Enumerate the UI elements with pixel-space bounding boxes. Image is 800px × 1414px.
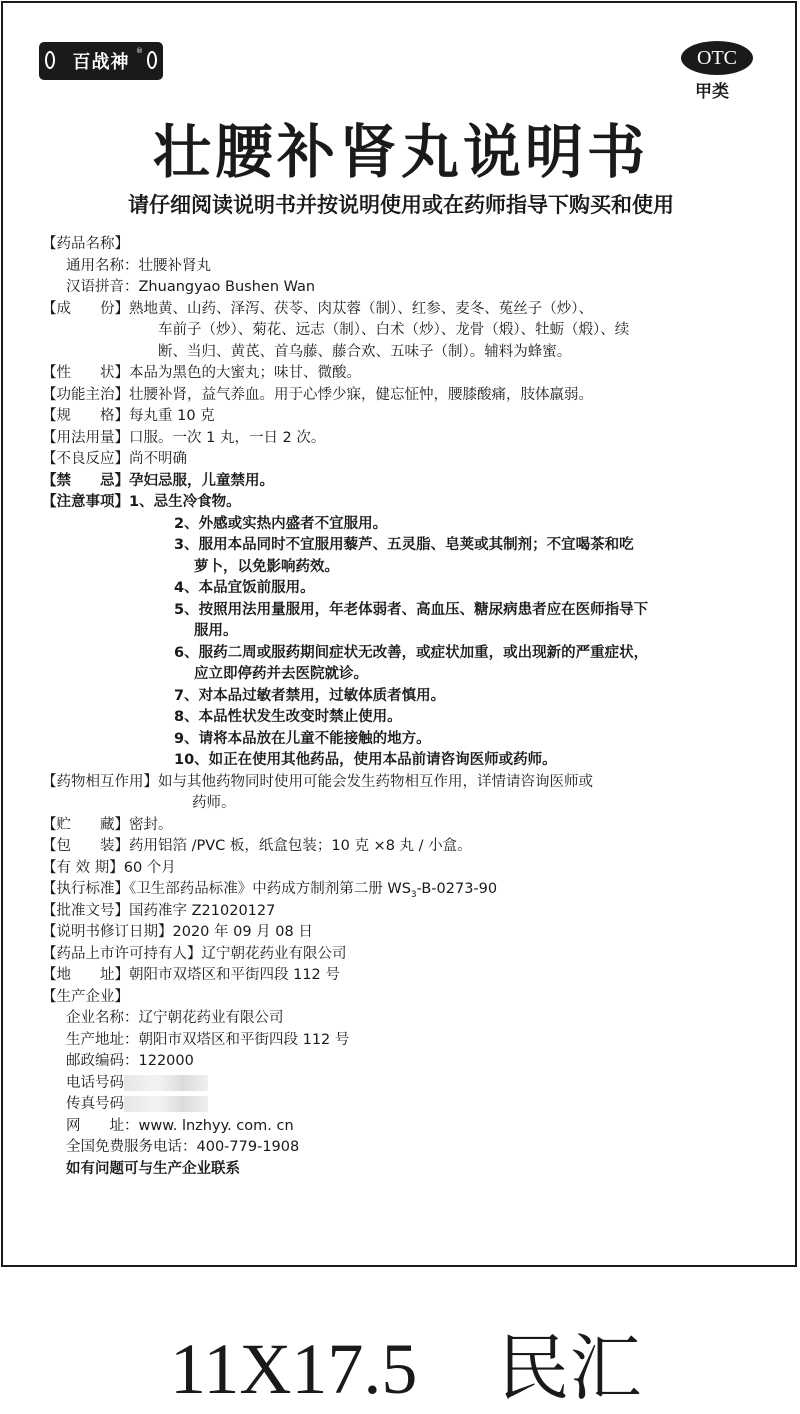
leaflet-sheet [1,1,797,1267]
website: 网 址：www. lnzhyy. com. cn [66,1117,294,1134]
precaution-item: 5、按照用法用量服用，年老体弱者、高血压、糖尿病患者应在医师指导下 [174,601,649,618]
size-caption [170,1310,641,1414]
contact-note: 如有问题可与生产企业联系 [66,1160,240,1177]
phone-number [42,1073,762,1095]
otc-badge: OTC [681,41,753,75]
section-interactions: 【药物相互作用】如与其他药物同时使用可能会发生药物相互作用，详情请咨询医师或 [42,773,593,790]
section-drug-name: 【药品名称】 [42,236,129,252]
section-precautions: 【注意事项】1、忌生冷食物。 [42,494,241,510]
phone-label: 电话号码 [66,1074,124,1091]
section-ingredients: 【成 份】熟地黄、山药、泽泻、茯苓、肉苁蓉（制）、红参、麦冬、菟丝子（炒）、 [42,300,593,317]
section-dosage: 【用法用量】口服。一次 1 丸，一日 2 次。 [42,429,326,446]
standard-tail: -B-0273-90 [416,881,498,897]
section-validity: 【有 效 期】60 个月 [42,859,176,876]
logo-left-ornament-icon [45,51,55,69]
ingredients-line: 断、当归、黄芪、首乌藤、藤合欢、五味子（制）。辅料为蜂蜜。 [158,343,572,360]
section-storage: 【贮 藏】密封。 [42,816,173,833]
section-description: 【性 状】本品为黑色的大蜜丸；味甘、微酸。 [42,365,361,381]
maker-label: 民汇 [497,1329,642,1409]
precaution-item-cont: 服用。 [194,623,238,639]
section-package: 【包 装】药用铝箔 /PVC 板，纸盒包装；10 克 ×8 丸 / 小盒。 [42,838,472,854]
otc-class-label: 甲类 [695,82,729,102]
precaution-item: 3、服用本品同时不宜服用藜芦、五灵脂、皂荚或其制剂；不宜喝茶和吃 [174,537,634,553]
brand-logo [39,42,163,80]
manufacturer-address: 生产地址：朝阳市双塔区和平街四段 112 号 [66,1031,350,1048]
ingredients-line: 车前子（炒）、菊花、远志（制）、白术（炒）、龙骨（煅）、牡蛎（煅）、续 [158,322,630,338]
interactions-cont: 药师。 [192,795,236,811]
precaution-item: 6、服药二周或服药期间症状无改善，或症状加重，或出现新的严重症状， [174,644,649,661]
section-specification: 【规 格】每丸重 10 克 [42,408,215,424]
registered-mark: ® [136,47,143,55]
leaflet-body [42,234,762,1180]
fax-number [42,1094,762,1116]
precaution-item-cont: 萝卜，以免影响药效。 [194,558,339,575]
logo-right-ornament-icon [147,51,157,69]
precaution-item-cont: 应立即停药并去医院就诊。 [194,666,368,682]
section-adverse-reactions: 【不良反应】尚不明确 [42,451,187,467]
section-revision-date: 【说明书修订日期】2020 年 09 月 08 日 [42,924,313,940]
precaution-item: 7、对本品过敏者禁用，过敏体质者慎用。 [174,687,446,704]
blurred-region [124,1075,208,1091]
section-license-holder: 【药品上市许可持有人】辽宁朝花药业有限公司 [42,945,347,962]
section-indications: 【功能主治】壮腰补肾，益气养血。用于心悸少寐，健忘怔忡，腰膝酸痛，肢体羸弱。 [42,386,593,403]
manufacturer-name: 企业名称：辽宁朝花药业有限公司 [66,1010,284,1026]
section-address: 【地 址】朝阳市双塔区和平街四段 112 号 [42,967,340,983]
fax-label: 传真号码 [66,1096,124,1112]
size-label: 11X17.5 [170,1329,418,1409]
precaution-item: 8、本品性状发生改变时禁止使用。 [174,709,402,725]
document-title: 壮腰补肾丸说明书 [152,118,649,186]
precaution-item: 10、如正在使用其他药品，使用本品前请咨询医师或药师。 [174,752,557,768]
section-standard [42,879,762,901]
postal-code: 邮政编码：122000 [66,1053,194,1069]
section-contraindications: 【禁 忌】孕妇忌服，儿童禁用。 [42,472,274,489]
pinyin-name: 汉语拼音：Zhuangyao Bushen Wan [66,279,316,295]
precaution-item: 2、外感或实热内盛者不宜服用。 [174,515,388,532]
service-hotline: 全国免费服务电话：400-779-1908 [66,1139,300,1155]
blurred-region [124,1096,208,1112]
standard-subscript: 3 [410,889,417,900]
standard-text: 【执行标准】《卫生部药品标准》中药成方制剂第二册 WS [42,881,411,897]
section-manufacturer: 【生产企业】 [42,988,129,1005]
document-subtitle: 请仔细阅读说明书并按说明使用或在药师指导下购买和使用 [128,193,674,217]
section-approval-number: 【批准文号】国药准字 Z21020127 [42,902,276,919]
precaution-item: 4、本品宜饭前服用。 [174,580,315,596]
brand-name: 百战神 [72,52,130,73]
precaution-item: 9、请将本品放在儿童不能接触的地方。 [174,730,431,747]
generic-name: 通用名称：壮腰补肾丸 [66,257,211,274]
